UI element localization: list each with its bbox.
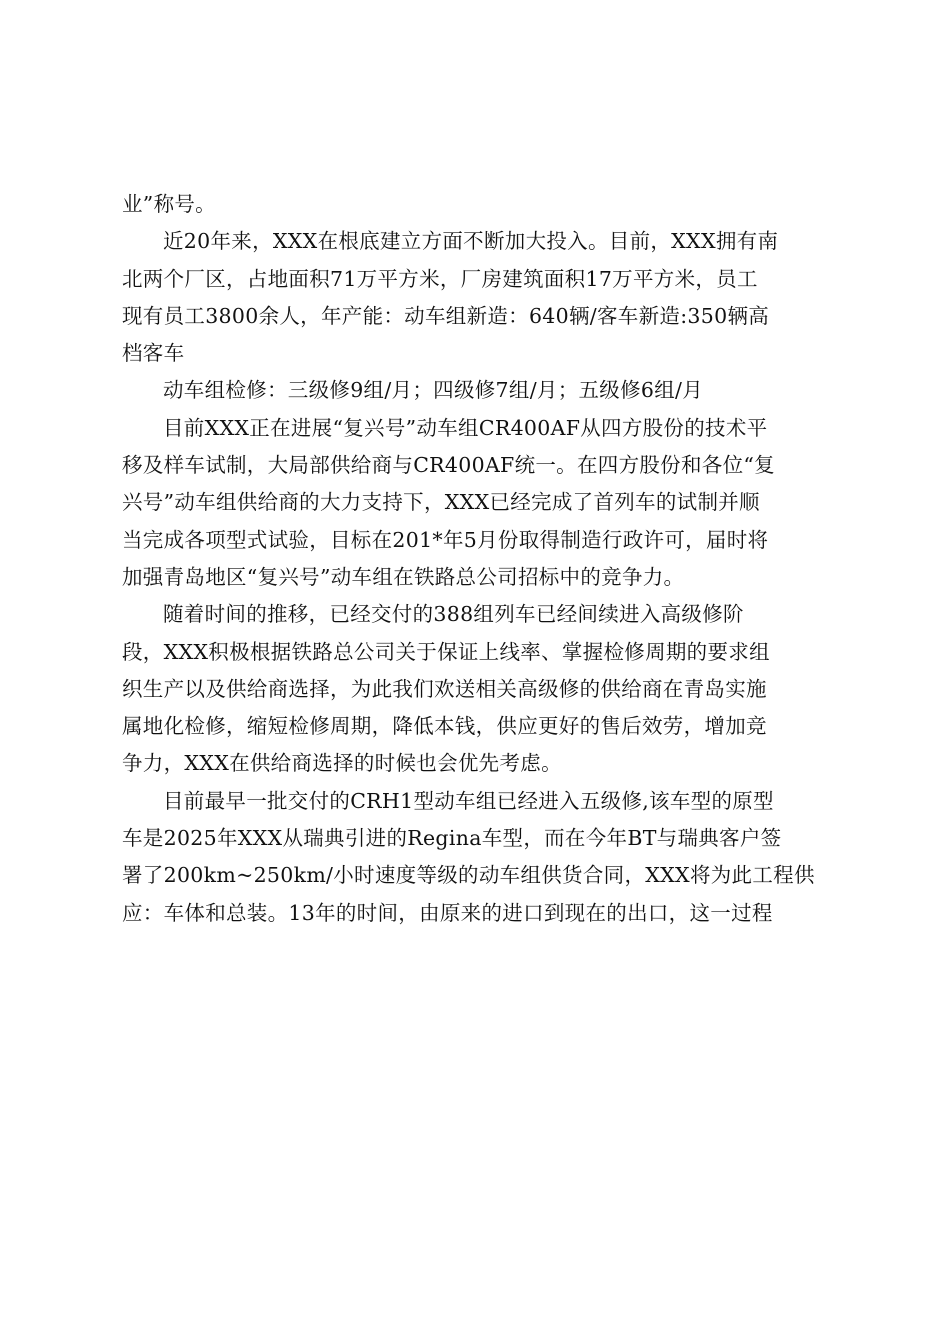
text-line: 织生产以及供给商选择，为此我们欢送相关高级修的供给商在青岛实施 — [122, 676, 767, 701]
text-line: 车是2025年XXX从瑞典引进的Regina车型，而在今年BT与瑞典客户签 — [122, 826, 782, 851]
paragraph-5 — [122, 596, 830, 782]
paragraph-3 — [122, 372, 830, 409]
text-line: 北两个厂区，占地面积71万平方米，厂房建筑面积17万平方米，员工 — [122, 266, 758, 291]
paragraph-2 — [122, 223, 830, 372]
text-line: 兴号”动车组供给商的大力支持下，XXX已经完成了首列车的试制并顺 — [122, 490, 760, 515]
text-line: 目前XXX正在进展“复兴号”动车组CR400AF从四方股份的技术平 — [163, 415, 768, 440]
text-line: 近20年来，XXX在根底建立方面不断加大投入。目前，XXX拥有南 — [163, 229, 779, 254]
document-body — [122, 186, 830, 932]
text-line: 动车组检修：三级修9组/月；四级修7组/月；五级修6组/月 — [163, 378, 704, 403]
text-line: 段，XXX积极根据铁路总公司关于保证上线率、掌握检修周期的要求组 — [122, 639, 770, 664]
text-line: 随着时间的推移，已经交付的388组列车已经间续进入高级修阶 — [163, 602, 744, 627]
text-line: 属地化检修，缩短检修周期，降低本钱，供应更好的售后效劳，增加竞 — [122, 714, 767, 739]
text-line: 现有员工3800余人，年产能：动车组新造：640辆/客车新造:350辆高 — [122, 303, 770, 328]
text-line: 档客车 — [122, 341, 185, 366]
text-line: 业”称号。 — [122, 192, 216, 216]
paragraph-6 — [122, 783, 830, 932]
text-line: 移及样车试制，大局部供给商与CR400AF统一。在四方股份和各位“复 — [122, 453, 775, 478]
text-line: 加强青岛地区“复兴号”动车组在铁路总公司招标中的竞争力。 — [122, 564, 685, 589]
text-line: 争力，XXX在供给商选择的时候也会优先考虑。 — [122, 751, 562, 776]
text-line: 署了200km~250km/小时速度等级的动车组供货合同，XXX将为此工程供 — [122, 863, 815, 888]
paragraph-4 — [122, 410, 830, 596]
text-line: 目前最早一批交付的CRH1型动车组已经进入五级修,该车型的原型 — [163, 788, 774, 813]
paragraph-1 — [122, 186, 830, 223]
text-line: 当完成各项型式试验，目标在201*年5月份取得制造行政许可，届时将 — [122, 527, 769, 552]
text-line: 应：车体和总装。13年的时间，由原来的进口到现在的出口，这一过程 — [122, 900, 773, 925]
